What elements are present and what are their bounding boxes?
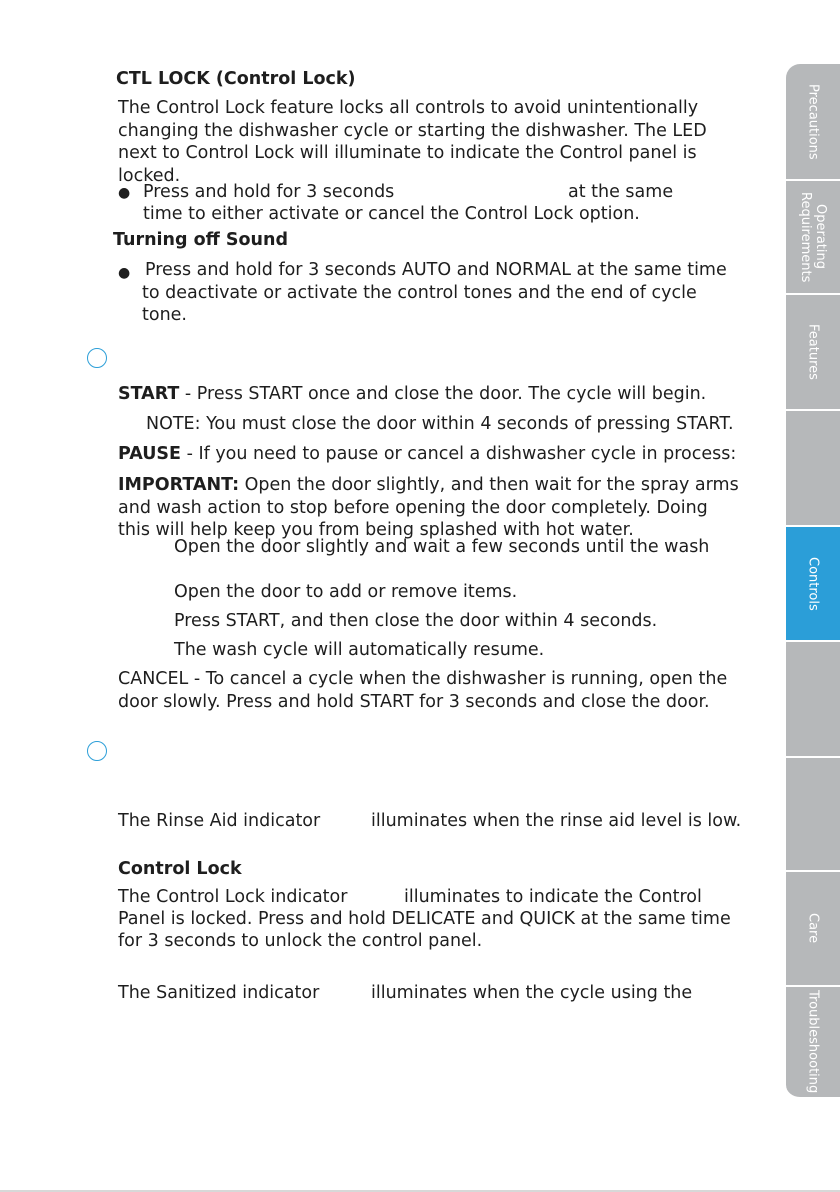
sanitized-text-b: illuminates when the cycle using the	[371, 983, 693, 1003]
start-note: NOTE: You must close the door within 4 seconds of pressing START.	[146, 414, 734, 434]
start-line	[118, 383, 706, 406]
cancel-paragraph	[118, 668, 727, 713]
tab-label: Care	[805, 913, 821, 944]
control-lock-line: for 3 seconds to unlock the control panel.	[118, 931, 483, 951]
step-text: The wash cycle will automatically resume.	[174, 640, 545, 660]
section-marker-circle	[87, 741, 107, 761]
tab-features[interactable]	[786, 295, 840, 411]
ctl-lock-bullet-text-b: at the same	[568, 182, 674, 202]
ctl-lock-heading: CTL LOCK (Control Lock)	[116, 69, 356, 89]
control-lock-line: Panel is locked. Press and hold DELICATE and QUICK at the same time	[118, 909, 731, 929]
control-lock-heading: Control Lock	[118, 859, 242, 879]
sound-heading: Turning off Sound	[113, 230, 288, 250]
sound-line: tone.	[142, 305, 187, 325]
ctl-lock-line: changing the dishwasher cycle or starting the dishwasher. The LED	[118, 120, 707, 141]
section-marker-circle	[87, 348, 107, 368]
tab-operating-requirements[interactable]	[786, 181, 840, 295]
sanitized-text-a: The Sanitized indicator	[118, 983, 320, 1003]
rinse-aid-text-b: illuminates when the rinse aid level is low.	[371, 811, 742, 831]
tab-care[interactable]	[786, 872, 840, 987]
tab-blank-1[interactable]	[786, 411, 840, 527]
ctl-lock-bullet-line2: time to either activate or cancel the Control Lock option.	[143, 204, 640, 224]
sound-line: Press and hold for 3 seconds AUTO and NORMAL at the same time	[145, 260, 727, 280]
start-label: START	[118, 384, 180, 404]
ctl-lock-line: next to Control Lock will illuminate to indicate the Control panel is	[118, 143, 697, 163]
ctl-lock-bullet-text-a: Press and hold for 3 seconds	[143, 182, 395, 202]
ctl-lock-paragraph	[118, 97, 707, 187]
important-text: Open the door slightly, and then wait for the spray arms	[239, 475, 739, 495]
control-lock-text-b: illuminates to indicate the Control	[404, 887, 702, 907]
sound-bullet-text	[142, 259, 727, 327]
pause-line	[118, 443, 736, 466]
tab-label: Controls	[805, 556, 821, 611]
cancel-line: CANCEL - To cancel a cycle when the dishwasher is running, open the	[118, 669, 728, 689]
start-text: - Press START once and close the door. The cycle will begin.	[179, 384, 707, 404]
tab-label: Precautions	[805, 83, 821, 160]
sound-line: to deactivate or activate the control tones and the end of cycle	[142, 282, 697, 303]
tab-blank-2[interactable]	[786, 642, 840, 758]
rinse-aid-text-a: The Rinse Aid indicator	[118, 811, 321, 831]
tab-label: Features	[805, 324, 821, 380]
important-line	[118, 474, 739, 497]
bullet-dot: ●	[118, 185, 131, 201]
tab-blank-3[interactable]	[786, 758, 840, 872]
important-label: IMPORTANT:	[118, 475, 240, 495]
important-line: this will help keep you from being splashed with hot water.	[118, 520, 634, 540]
step-text: Open the door to add or remove items.	[174, 582, 518, 602]
step-text: Open the door slightly and wait a few seconds until the wash	[174, 537, 710, 557]
important-line: and wash action to stop before opening the door completely. Doing	[118, 497, 708, 518]
ctl-lock-line: The Control Lock feature locks all controls to avoid unintentionally	[118, 98, 699, 118]
control-lock-text-a: The Control Lock indicator	[118, 887, 348, 907]
ctl-lock-line: locked.	[118, 165, 181, 186]
pause-text: - If you need to pause or cancel a dishwasher cycle in process:	[181, 444, 737, 464]
step-text: Press START, and then close the door within 4 seconds.	[174, 611, 658, 631]
tab-troubleshooting[interactable]	[786, 987, 840, 1099]
cancel-line: door slowly. Press and hold START for 3 seconds and close the door.	[118, 691, 710, 712]
important-paragraph	[118, 474, 739, 542]
tab-label: Troubleshooting	[805, 990, 821, 1094]
tab-controls[interactable]	[786, 527, 840, 642]
pause-label: PAUSE	[118, 444, 181, 464]
bullet-dot: ●	[118, 265, 131, 281]
tab-label: Operating Requirements	[798, 191, 828, 283]
tab-precautions[interactable]	[786, 64, 840, 181]
